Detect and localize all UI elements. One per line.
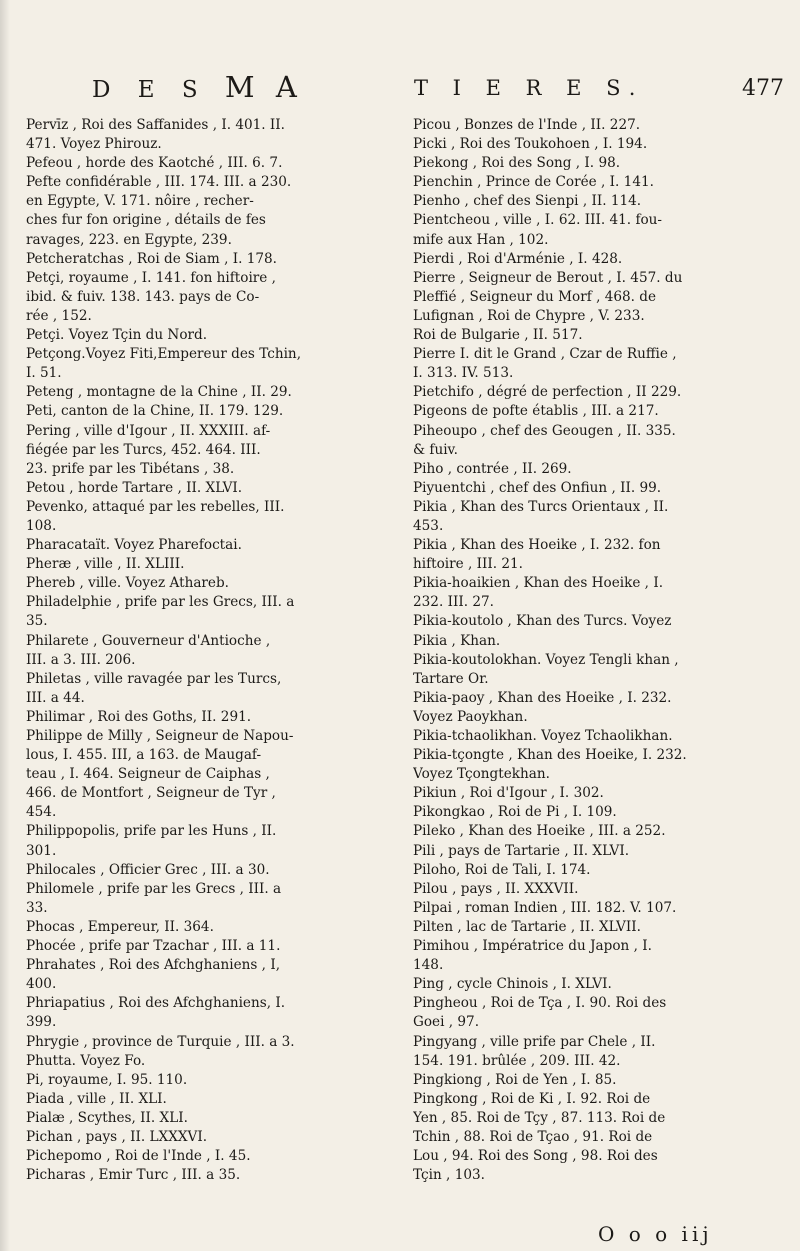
index-line: I. 313. IV. 513.: [413, 365, 514, 382]
index-line: Philadelphie , prife par les Grecs, III. a: [26, 594, 295, 611]
index-line: Pilpai , roman Indien , III. 182. V. 107.: [413, 899, 677, 916]
index-line: 301.: [26, 842, 57, 859]
index-line: Pilten , lac de Tartarie , II. XLVII.: [413, 918, 641, 935]
index-line: Piekong , Roi des Song , I. 98.: [413, 155, 621, 172]
index-line: Petou , horde Tartare , II. XLVI.: [26, 479, 243, 496]
index-line: Philippe de Milly , Seigneur de Napou-: [26, 728, 294, 744]
index-line: Picharas , Emir Turc , III. a 35.: [26, 1167, 241, 1184]
index-line: Pikia-hoaikien , Khan des Hoeike , I.: [413, 575, 664, 592]
index-line: Picki , Roi des Toukohoen , I. 194.: [413, 136, 648, 153]
index-line: Piada , ville , II. XLI.: [26, 1090, 167, 1107]
index-line: Pietchifo , dégré de perfection , II 229.: [413, 384, 682, 401]
index-line: Pierre , Seigneur de Berout , I. 457. du: [413, 269, 683, 286]
index-line: teau , I. 464. Seigneur de Caiphas ,: [26, 766, 270, 783]
index-line: lous, I. 455. III, a 163. de Maugaf-: [26, 747, 262, 764]
index-line: mife aux Han , 102.: [413, 231, 549, 248]
index-line: Philimar , Roi des Goths, II. 291.: [26, 708, 252, 725]
index-line: Pheræ , ville , II. XLIII.: [26, 556, 185, 573]
index-line: 453.: [413, 517, 444, 534]
index-line: Pikia , Khan des Turcs Orientaux , II.: [413, 498, 669, 515]
index-line: Pingkong , Roi de Ki , I. 92. Roi de: [413, 1090, 651, 1107]
index-line: III. a 3. III. 206.: [26, 651, 136, 668]
index-line: Pikia , Khan des Hoeike , I. 232. fon: [413, 537, 661, 554]
index-line: Pikia-koutolo , Khan des Turcs. Voyez: [413, 613, 672, 630]
index-line: Pichepomo , Roi de l'Inde , I. 45.: [26, 1148, 251, 1165]
index-line: Pingkiong , Roi de Yen , I. 85.: [413, 1071, 617, 1088]
index-line: Piho , contrée , II. 269.: [413, 460, 572, 477]
index-line: Lou , 94. Roi des Song , 98. Roi des: [413, 1148, 658, 1165]
index-line: fiégée par les Turcs, 452. 464. III.: [26, 441, 261, 458]
index-line: Pering , ville d'Igour , II. XXXIII. af-: [26, 422, 271, 439]
index-line: Pikia , Khan.: [413, 632, 501, 649]
index-line: 33.: [26, 899, 48, 916]
index-line: Petçong.Voyez Fiti,Empereur des Tchin,: [26, 346, 302, 363]
index-line: Phereb , ville. Voyez Athareb.: [26, 575, 229, 592]
index-line: I. 51.: [26, 365, 62, 382]
index-line: & fuiv.: [413, 441, 458, 458]
index-line: Pichan , pays , II. LXXXVI.: [26, 1128, 208, 1145]
index-line: Pimihou , Impératrice du Japon , I.: [413, 938, 652, 955]
index-line: rée , 152.: [26, 307, 92, 324]
index-line: Pienchin , Prince de Corée , I. 141.: [413, 174, 654, 191]
index-line: Tçin , 103.: [413, 1167, 485, 1184]
header-right-word: T I E R E S.: [414, 76, 645, 100]
index-line: 454.: [26, 804, 57, 821]
index-line: Philomele , prife par les Grecs , III. a: [26, 880, 282, 897]
index-column-left: [26, 116, 404, 1185]
index-line: Pili , pays de Tartarie , II. XLVI.: [413, 842, 630, 859]
index-line: Phriapatius , Roi des Afchghaniens, I.: [26, 995, 286, 1012]
index-line: Tchin , 88. Roi de Tçao , 91. Roi de: [413, 1128, 653, 1145]
index-line: Pharacataït. Voyez Pharefoctai.: [26, 537, 242, 554]
index-line: Pingheou , Roi de Tça , I. 90. Roi des: [413, 995, 667, 1012]
index-line: Pilou , pays , II. XXXVII.: [413, 880, 579, 897]
page-edge-shadow: [0, 0, 10, 1251]
index-line: Philarete , Gouverneur d'Antioche ,: [26, 632, 271, 649]
page-number: 477: [742, 76, 784, 101]
index-line: Phutta. Voyez Fo.: [26, 1052, 146, 1069]
index-line: Piloho, Roi de Tali, I. 174.: [413, 861, 591, 878]
index-line: III. a 44.: [26, 689, 85, 706]
index-line: Roi de Bulgarie , II. 517.: [413, 327, 583, 344]
index-line: Pienho , chef des Sienpi , II. 114.: [413, 193, 642, 210]
index-line: Pileko , Khan des Hoeike , III. a 252.: [413, 823, 666, 840]
index-line: ibid. & fuiv. 138. 143. pays de Co-: [26, 288, 260, 305]
index-line: 232. III. 27.: [413, 594, 494, 611]
index-line: Philocales , Officier Grec , III. a 30.: [26, 861, 270, 878]
index-line: 35.: [26, 613, 48, 630]
running-header: [0, 70, 800, 110]
index-line: Phocas , Empereur, II. 364.: [26, 918, 214, 935]
index-line: ravages, 223. en Egypte, 239.: [26, 231, 232, 248]
index-line: 23. prife par les Tibétans , 38.: [26, 460, 235, 477]
index-line: Lufignan , Roi de Chypre , V. 233.: [413, 307, 645, 324]
index-line: Voyez Tçongtekhan.: [413, 766, 550, 783]
index-line: 108.: [26, 517, 57, 534]
index-line: Pikia-koutolokhan. Voyez Tengli khan ,: [413, 651, 679, 668]
index-line: Picou , Bonzes de l'Inde , II. 227.: [413, 117, 641, 133]
index-line: Pikia-tchaolikhan. Voyez Tchaolikhan.: [413, 728, 673, 744]
index-line: 466. de Montfort , Seigneur de Tyr ,: [26, 785, 276, 802]
index-line: en Egypte, V. 171. nôire , recher-: [26, 193, 254, 210]
index-line: Pefeou , horde des Kaotché , III. 6. 7.: [26, 155, 283, 172]
signature-mark: O o o iij: [598, 1222, 713, 1246]
index-line: Peti, canton de la Chine, II. 179. 129.: [26, 403, 284, 420]
index-column-right: [413, 116, 791, 1185]
index-line: Pierre I. dit le Grand , Czar de Ruffie ,: [413, 346, 677, 363]
index-line: 400.: [26, 976, 57, 993]
index-line: Pevenko, attaqué par les rebelles, III.: [26, 498, 285, 515]
index-line: Pialæ , Scythes, II. XLI.: [26, 1109, 188, 1126]
index-line: Pigeons de pofte établis , III. a 217.: [413, 403, 659, 420]
index-line: hiftoire , III. 21.: [413, 556, 524, 573]
index-line: Pientcheou , ville , I. 62. III. 41. fou-: [413, 212, 663, 229]
index-line: Pikia-tçongte , Khan des Hoeike, I. 232.: [413, 747, 687, 764]
index-line: Yen , 85. Roi de Tçy , 87. 113. Roi de: [413, 1109, 666, 1126]
index-line: Peteng , montagne de la Chine , II. 29.: [26, 384, 292, 401]
index-line: Pervīz , Roi des Saffanides , I. 401. II.: [26, 117, 285, 133]
index-line: Voyez Paoykhan.: [413, 708, 528, 725]
header-left: [92, 70, 303, 104]
index-line: Petcheratchas , Roi de Siam , I. 178.: [26, 250, 277, 267]
index-line: Goei , 97.: [413, 1014, 480, 1031]
index-line: Pikia-paoy , Khan des Hoeike , I. 232.: [413, 689, 672, 706]
index-line: 148.: [413, 957, 444, 974]
index-line: Philippopolis, prife par les Huns , II.: [26, 823, 277, 840]
index-line: Pingyang , ville prife par Chele , II.: [413, 1033, 656, 1050]
index-line: Philetas , ville ravagée par les Turcs,: [26, 670, 282, 687]
index-line: Tartare Or.: [413, 670, 489, 687]
header-left-word: D E S: [92, 77, 208, 103]
index-line: Piyuentchi , chef des Onfiun , II. 99.: [413, 479, 662, 496]
index-line: Phrygie , province de Turquie , III. a 3.: [26, 1033, 295, 1050]
index-line: Petçi, royaume , I. 141. fon hiftoire ,: [26, 269, 276, 286]
index-line: Phrahates , Roi des Afchghaniens , I,: [26, 957, 281, 974]
index-line: 471. Voyez Phirouz.: [26, 136, 162, 153]
header-left-big: M A: [224, 70, 303, 104]
index-line: 154. 191. brûlée , 209. III. 42.: [413, 1052, 621, 1069]
index-line: Ping , cycle Chinois , I. XLVI.: [413, 976, 612, 993]
index-line: ches fur fon origine , détails de fes: [26, 212, 266, 229]
index-line: Pikongkao , Roi de Pi , I. 109.: [413, 804, 617, 821]
index-line: 399.: [26, 1014, 57, 1031]
index-line: Pierdi , Roi d'Arménie , I. 428.: [413, 250, 623, 267]
index-line: Phocée , prife par Tzachar , III. a 11.: [26, 938, 281, 955]
index-line: Pi, royaume, I. 95. 110.: [26, 1071, 188, 1088]
index-line: Pefte confidérable , III. 174. III. a 230.: [26, 174, 292, 191]
index-line: Petçi. Voyez Tçin du Nord.: [26, 327, 208, 344]
index-line: Piheoupo , chef des Geougen , II. 335.: [413, 422, 676, 439]
index-line: Pleffié , Seigneur du Morf , 468. de: [413, 288, 657, 305]
index-line: Pikiun , Roi d'Igour , I. 302.: [413, 785, 604, 802]
